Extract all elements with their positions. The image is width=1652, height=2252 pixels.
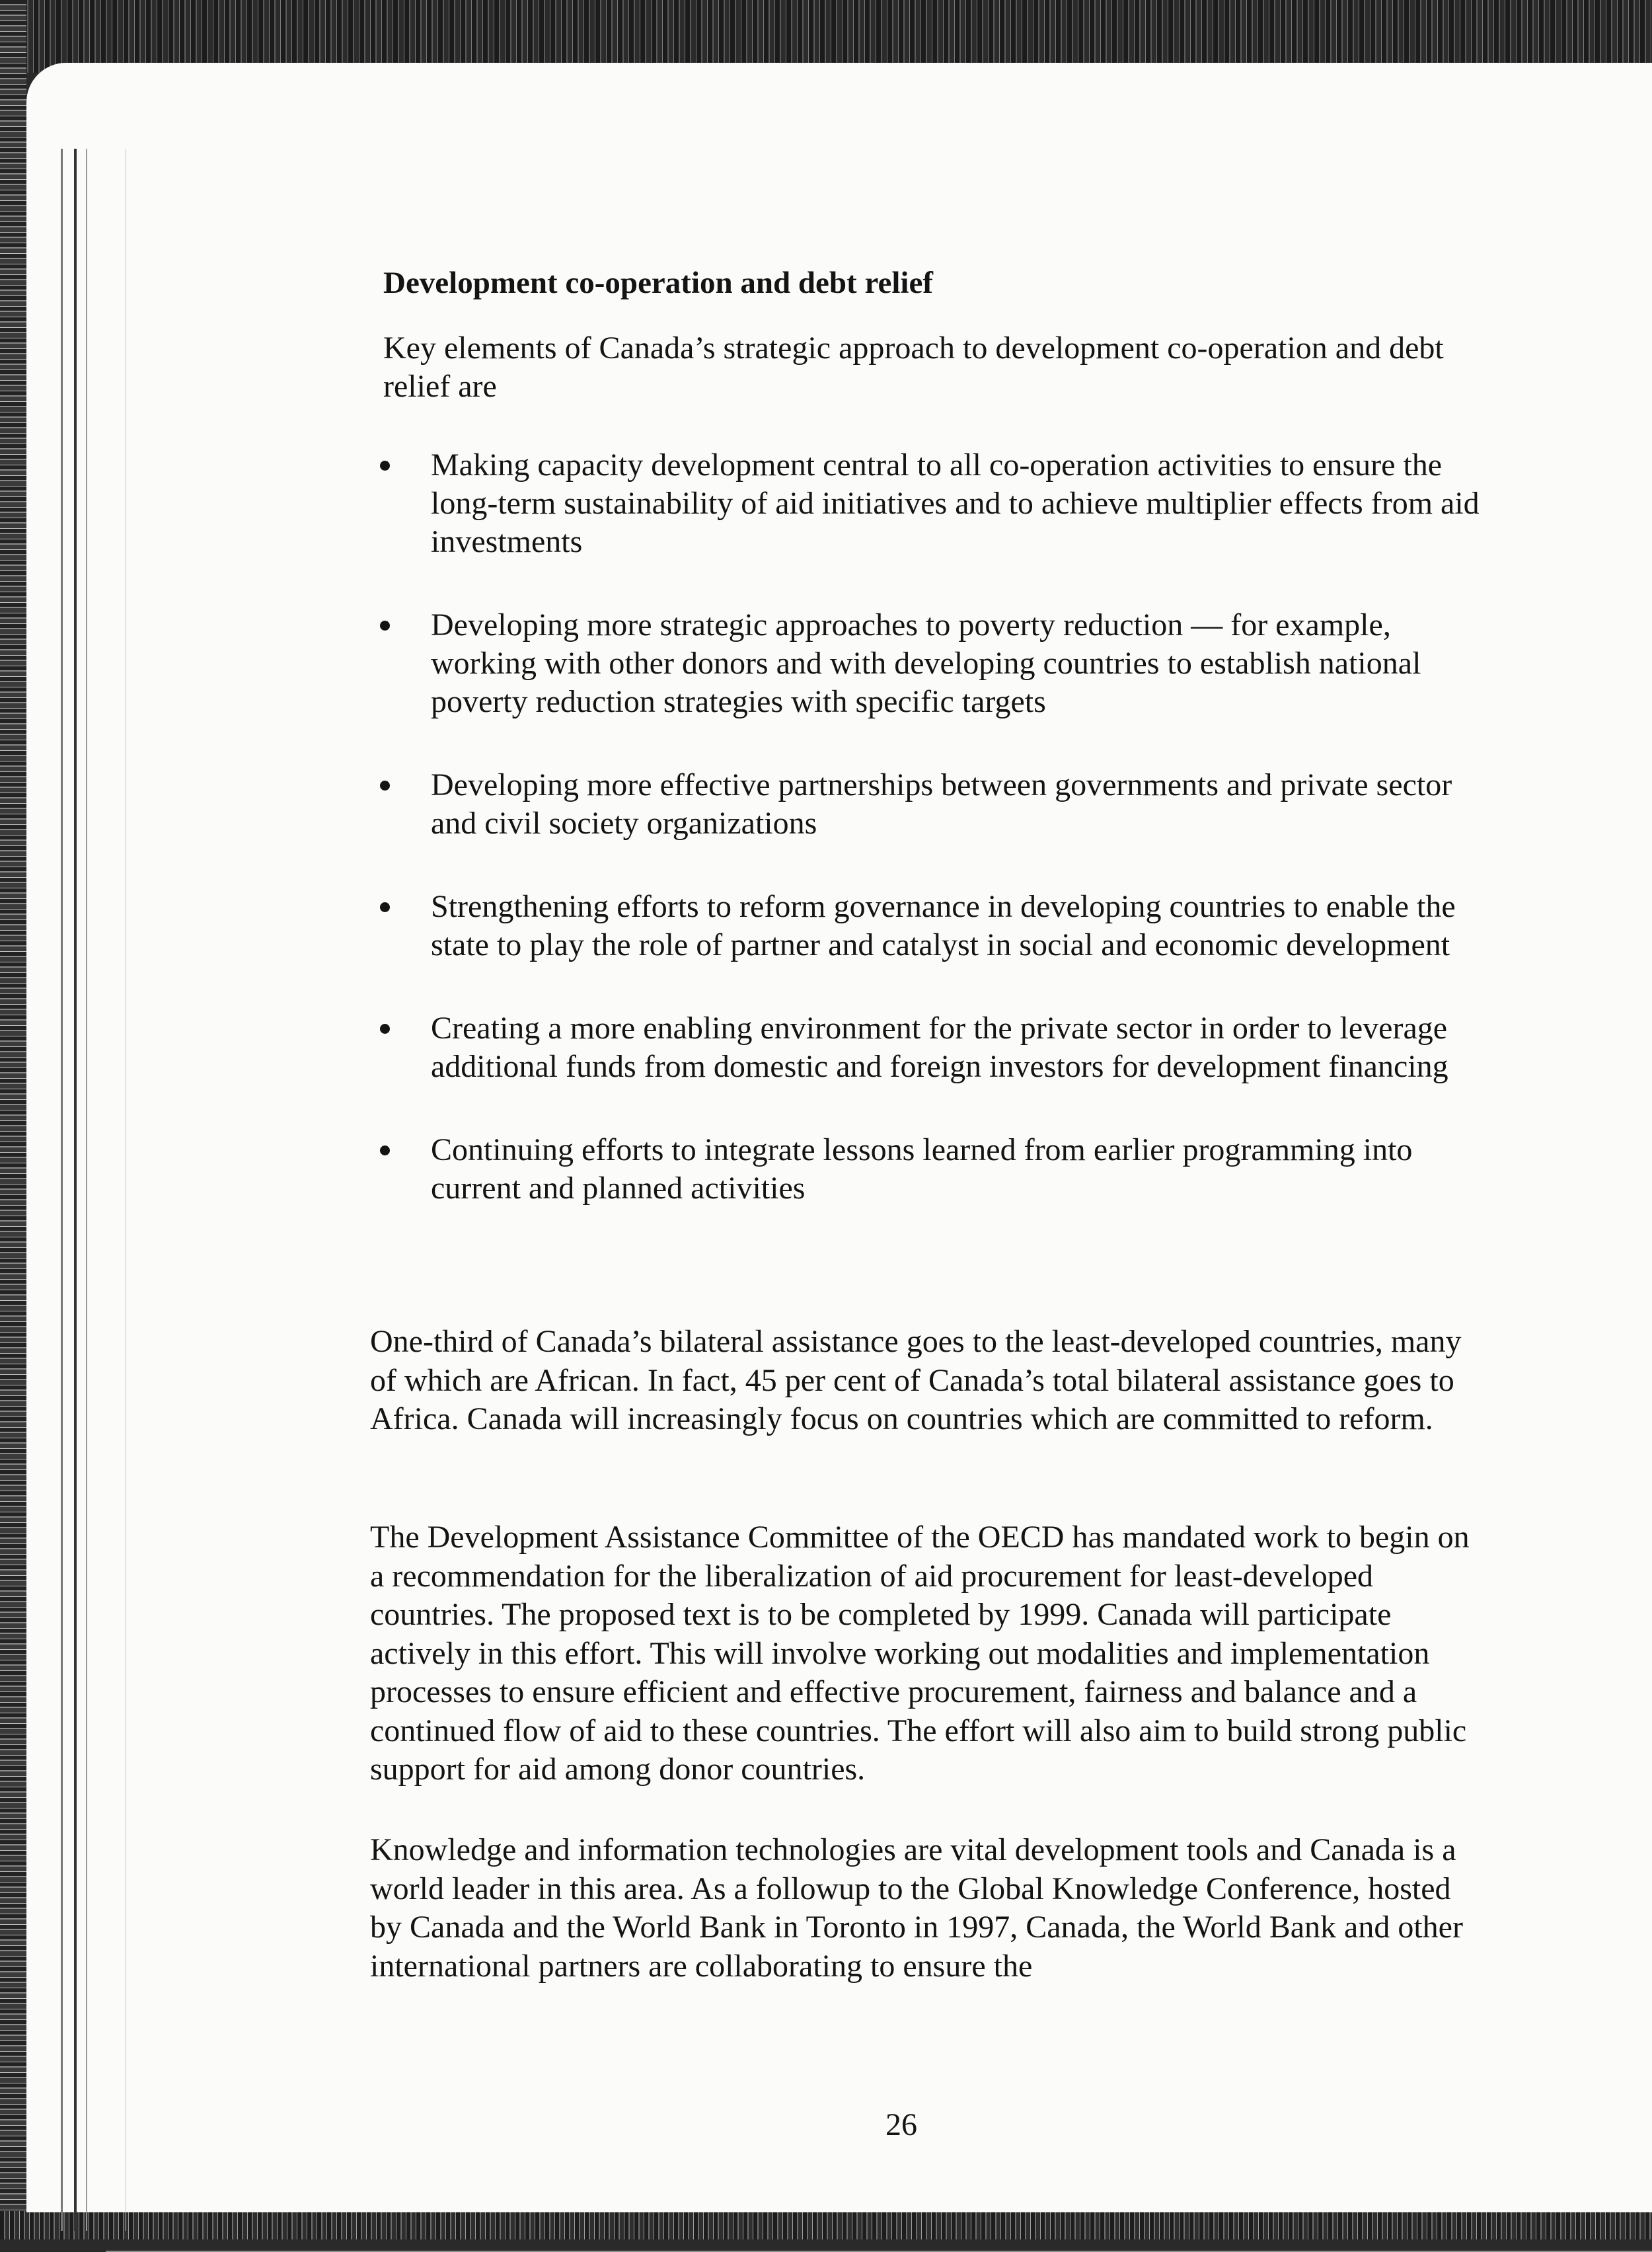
bullet-item xyxy=(370,606,1493,721)
bullet-item xyxy=(370,1009,1493,1086)
bullet-dot-icon xyxy=(380,1145,390,1155)
bullet-dot-icon xyxy=(380,621,390,631)
body-paragraph: The Development Assistance Committee of the OECD has mandated work to begin on a recommendation for the liberalization of aid procurement for least-developed countries. The proposed text is to be completed by 1999. Canada will participate actively in this effort. This will involve working out modalities and implementation processes to ensure efficient and effective procurement, fairness and balance and a continued flow of aid to these countries. The effort will also aim to build strong public support for aid among donor countries. xyxy=(370,1520,1470,1787)
scan-edge-top xyxy=(0,0,1652,73)
bullet-dot-icon xyxy=(380,1024,390,1034)
bullet-text: Developing more effective partnerships between governments and private sector and civil society organizations xyxy=(431,767,1452,841)
intro-paragraph: Key elements of Canada’s strategic approach to development co-operation and debt relief are xyxy=(383,330,1444,404)
bullet-item xyxy=(370,888,1493,964)
scan-edge-bottom xyxy=(0,2211,1652,2239)
bullet-text: Making capacity development central to all co-operation activities to ensure the long-term sustainability of aid initiatives and to achieve multiplier effects from aid investments xyxy=(431,447,1480,559)
bullet-item xyxy=(370,446,1493,561)
body-paragraph: One-third of Canada’s bilateral assistance goes to the least-developed countries, many of which are African. In fact, 45 per cent of Canada’s total bilateral assistance goes to Africa. Canada will increasingly focus on countries which are committed to reform. xyxy=(370,1324,1462,1436)
binding-line xyxy=(61,149,63,2231)
bullet-dot-icon xyxy=(380,902,390,912)
bullet-item xyxy=(370,1131,1493,1208)
bullet-list xyxy=(370,446,1493,1253)
bullet-dot-icon xyxy=(380,781,390,791)
bullet-text: Developing more strategic approaches to poverty reduction — for example, working with other donors and with developing countries to establish national poverty reduction strategies with specific targets xyxy=(431,607,1421,719)
section-heading: Development co-operation and debt relief xyxy=(383,266,933,300)
bullet-text: Strengthening efforts to reform governance in developing countries to enable the state to play the role of partner and catalyst in social and economic development xyxy=(431,889,1456,962)
binding-line xyxy=(86,149,87,2231)
bullet-text: Continuing efforts to integrate lessons learned from earlier programming into current and planned activities xyxy=(431,1132,1413,1206)
bullet-text: Creating a more enabling environment for the private sector in order to leverage additional funds from domestic and foreign investors for development financing xyxy=(431,1011,1448,1084)
scan-edge-left xyxy=(0,0,26,2239)
bullet-item xyxy=(370,766,1493,843)
body-paragraph: Knowledge and information technologies are vital development tools and Canada is a world leader in this area. As a followup to the Global Knowledge Conference, hosted by Canada and the World Bank in Toronto in 1997, Canada, the World Bank and other international partners are collaborating to ensure the xyxy=(370,1832,1463,1984)
bullet-dot-icon xyxy=(380,461,390,471)
page-number: 26 xyxy=(885,2107,917,2142)
binding-line xyxy=(74,149,77,2231)
